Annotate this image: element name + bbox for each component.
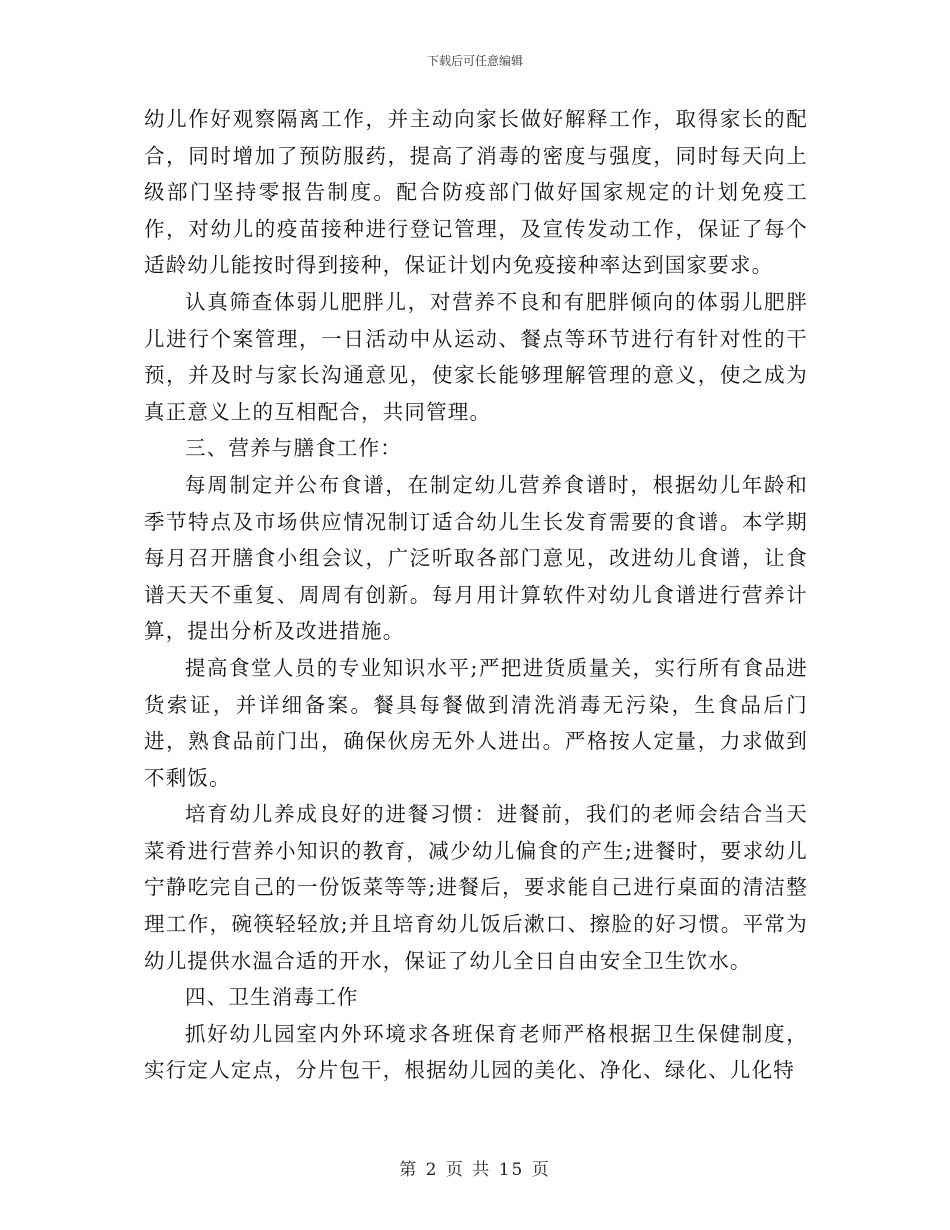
paragraph: 认真筛查体弱儿肥胖儿，对营养不良和有肥胖倾向的体弱儿肥胖儿进行个案管理，一日活动中从运动、餐点等环节进行有针对性的干预，并及时与家长沟通意见，使家长能够理解管理的意义，使之成为真正意义上的互相配合，共同管理。	[144, 289, 808, 424]
paragraph: 每周制定并公布食谱，在制定幼儿营养食谱时，根据幼儿年龄和季节特点及市场供应情况制订适合幼儿生长发育需要的食谱。本学期每月召开膳食小组会议，广泛听取各部门意见，改进幼儿食谱，让食谱天天不重复、周周有创新。每月用计算软件对幼儿食谱进行营养计算，提出分析及改进措施。	[144, 472, 808, 644]
page-number-footer: 第 2 页 共 15 页	[399, 1160, 551, 1180]
paragraph: 培育幼儿养成良好的进餐习惯：进餐前，我们的老师会结合当天菜肴进行营养小知识的教育，减少幼儿偏食的产生;进餐时，要求幼儿宁静吃完自己的一份饭菜等等;进餐后，要求能自己进行桌面的清洁整理工作，碗筷轻轻放;并且培育幼儿饭后漱口、擦脸的好习惯。平常为幼儿提供水温合适的开水，保证了幼儿全日自由安全卫生饮水。	[144, 802, 808, 973]
section-heading: 三、营养与膳食工作：	[185, 436, 402, 461]
document-body	[144, 101, 808, 1089]
paragraph: 提高食堂人员的专业知识水平;严把进货质量关，实行所有食品进货索证，并详细备案。餐具每餐做到清洗消毒无污染，生食品后门进，熟食品前门出，确保伙房无外人进出。严格按人定量，力求做到不剩饭。	[144, 655, 808, 790]
paragraph: 幼儿作好观察隔离工作，并主动向家长做好解释工作，取得家长的配合，同时增加了预防服药，提高了消毒的密度与强度，同时每天向上级部门坚持零报告制度。配合防疫部门做好国家规定的计划免疫工作，对幼儿的疫苗接种进行登记管理，及宣传发动工作，保证了每个适龄幼儿能按时得到接种，保证计划内免疫接种率达到国家要求。	[144, 107, 808, 278]
section-heading: 四、卫生消毒工作	[185, 985, 359, 1010]
page-header-note: 下载后可任意编辑	[426, 54, 523, 68]
paragraph: 抓好幼儿园室内外环境求各班保育老师严格根据卫生保健制度，实行定人定点，分片包干，根据幼儿园的美化、净化、绿化、儿化特	[144, 1021, 808, 1083]
